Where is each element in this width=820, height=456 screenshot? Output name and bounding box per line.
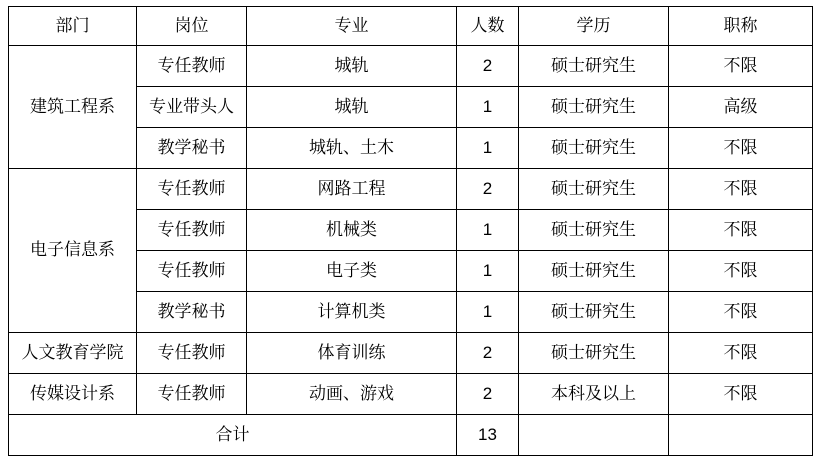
- column-header-department: 部门: [9, 7, 137, 46]
- education-cell: 硕士研究生: [519, 210, 669, 251]
- major-cell: 城轨、土木: [247, 128, 457, 169]
- table-header: [9, 7, 813, 46]
- education-cell: 硕士研究生: [519, 128, 669, 169]
- major-cell: 城轨: [247, 46, 457, 87]
- title-cell: 不限: [669, 210, 813, 251]
- header-row: [9, 7, 813, 46]
- column-header-title: 职称: [669, 7, 813, 46]
- table-row: [9, 169, 813, 210]
- total-title-empty: [669, 415, 813, 456]
- title-cell: 不限: [669, 251, 813, 292]
- post-cell: 专任教师: [137, 169, 247, 210]
- education-cell: 硕士研究生: [519, 169, 669, 210]
- post-cell: 专业带头人: [137, 87, 247, 128]
- post-cell: 教学秘书: [137, 292, 247, 333]
- education-cell: 硕士研究生: [519, 251, 669, 292]
- post-cell: 专任教师: [137, 210, 247, 251]
- post-cell: 教学秘书: [137, 128, 247, 169]
- department-cell: 电子信息系: [9, 169, 137, 333]
- total-label: 合计: [9, 415, 457, 456]
- count-cell: 2: [457, 333, 519, 374]
- column-header-post: 岗位: [137, 7, 247, 46]
- title-cell: 不限: [669, 374, 813, 415]
- education-cell: 本科及以上: [519, 374, 669, 415]
- education-cell: 硕士研究生: [519, 292, 669, 333]
- post-cell: 专任教师: [137, 251, 247, 292]
- title-cell: 不限: [669, 292, 813, 333]
- table-row: [9, 333, 813, 374]
- table-body: [9, 46, 813, 456]
- column-header-count: 人数: [457, 7, 519, 46]
- total-row: [9, 415, 813, 456]
- count-cell: 1: [457, 128, 519, 169]
- major-cell: 体育训练: [247, 333, 457, 374]
- count-cell: 2: [457, 374, 519, 415]
- recruitment-table: [8, 6, 813, 456]
- table-row: [9, 46, 813, 87]
- title-cell: 不限: [669, 333, 813, 374]
- department-cell: 建筑工程系: [9, 46, 137, 169]
- column-header-major: 专业: [247, 7, 457, 46]
- title-cell: 不限: [669, 46, 813, 87]
- count-cell: 1: [457, 251, 519, 292]
- count-cell: 1: [457, 292, 519, 333]
- count-cell: 2: [457, 46, 519, 87]
- major-cell: 电子类: [247, 251, 457, 292]
- title-cell: 高级: [669, 87, 813, 128]
- table-row: [9, 374, 813, 415]
- count-cell: 1: [457, 87, 519, 128]
- major-cell: 机械类: [247, 210, 457, 251]
- post-cell: 专任教师: [137, 374, 247, 415]
- title-cell: 不限: [669, 169, 813, 210]
- department-cell: 传媒设计系: [9, 374, 137, 415]
- post-cell: 专任教师: [137, 333, 247, 374]
- total-education-empty: [519, 415, 669, 456]
- post-cell: 专任教师: [137, 46, 247, 87]
- column-header-education: 学历: [519, 7, 669, 46]
- education-cell: 硕士研究生: [519, 46, 669, 87]
- count-cell: 1: [457, 210, 519, 251]
- department-cell: 人文教育学院: [9, 333, 137, 374]
- major-cell: 动画、游戏: [247, 374, 457, 415]
- title-cell: 不限: [669, 128, 813, 169]
- major-cell: 城轨: [247, 87, 457, 128]
- education-cell: 硕士研究生: [519, 87, 669, 128]
- total-count: 13: [457, 415, 519, 456]
- major-cell: 计算机类: [247, 292, 457, 333]
- major-cell: 网路工程: [247, 169, 457, 210]
- education-cell: 硕士研究生: [519, 333, 669, 374]
- count-cell: 2: [457, 169, 519, 210]
